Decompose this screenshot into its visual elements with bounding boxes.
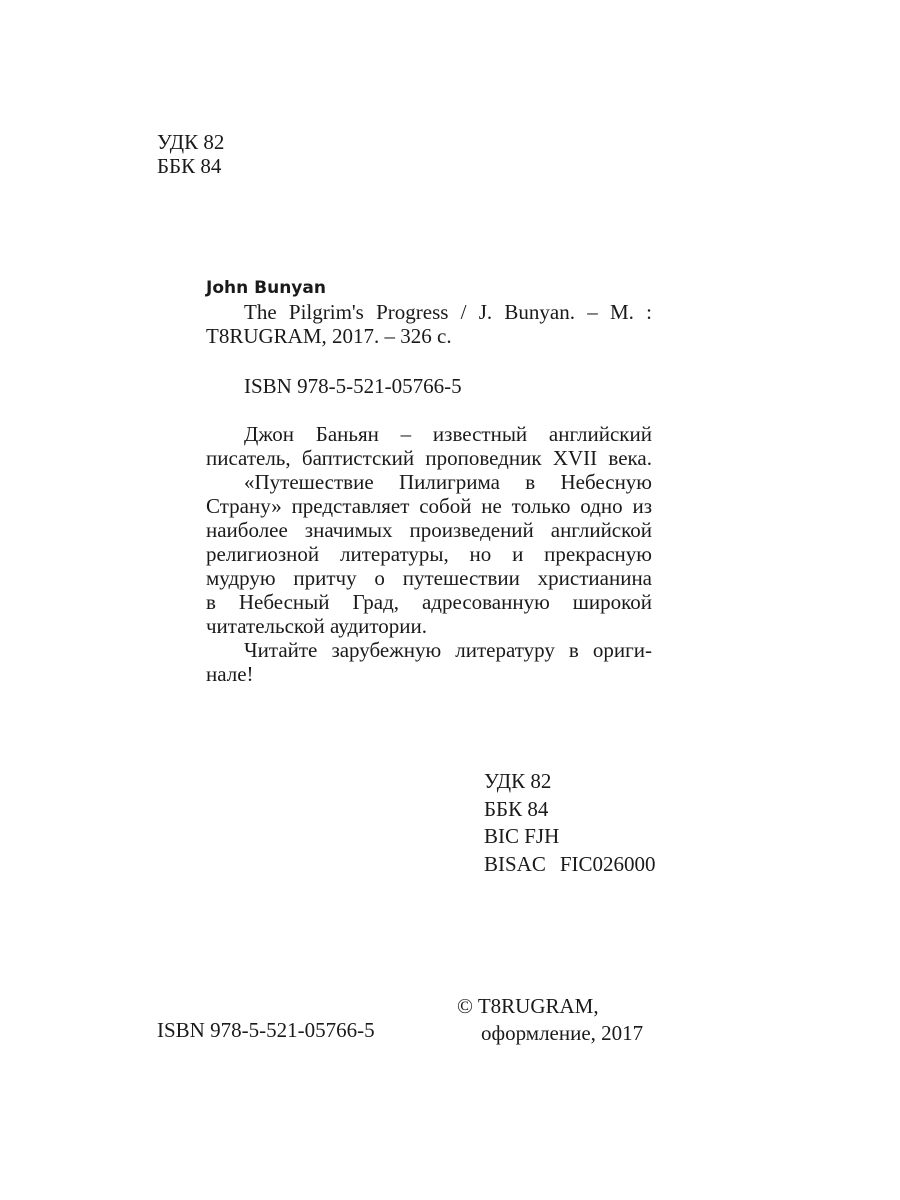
isbn-bottom-text: ISBN 978-5-521-05766-5 (157, 1018, 375, 1042)
bic-code: BIC FJH (484, 824, 560, 848)
annotation-line: Джон Баньян – известный английский (244, 422, 652, 446)
annotation-line: наиболее значимых произведений английской (206, 518, 652, 542)
publisher-line: T8RUGRAM, 2017. – 326 c. (206, 324, 452, 348)
udk-code-right: УДК 82 (484, 769, 552, 793)
isbn-main-text: ISBN 978-5-521-05766-5 (244, 374, 462, 398)
copyright-notice (457, 993, 643, 1047)
annotation (206, 422, 652, 686)
udk-code: УДК 82 (157, 130, 225, 154)
annotation-line: нале! (206, 662, 254, 686)
annotation-line: в Небесный Град, адресованную широкой (206, 590, 652, 614)
isbn-bottom (157, 1018, 375, 1042)
author-name: John Bunyan (206, 278, 326, 298)
annotation-line: религиозной литературы, но и прекрасную (206, 542, 652, 566)
bisac-code: FIC026000 (559, 851, 656, 876)
bbk-code-right: ББК 84 (484, 796, 549, 821)
annotation-line: Читайте зарубежную литературу в ориги- (244, 638, 652, 662)
isbn-main (244, 374, 462, 398)
bisac-row (484, 851, 656, 879)
right-classification-codes (484, 768, 656, 878)
annotation-line: «Путешествие Пилигрима в Небесную (244, 470, 652, 494)
title-line: The Pilgrim's Progress / J. Bunyan. – M. : (244, 300, 652, 324)
top-classification-codes (157, 130, 224, 178)
annotation-line: писатель, баптистский проповедник XVII века. (206, 446, 652, 470)
copyright-line-1: © T8RUGRAM, (457, 994, 599, 1018)
copyright-line-2: оформление, 2017 (481, 1021, 644, 1045)
bibliographic-record (206, 276, 652, 348)
annotation-line: читательской аудитории. (206, 614, 427, 638)
annotation-line: Страну» представляет собой не только одно из (206, 494, 652, 518)
bisac-label: BISAC (484, 851, 546, 876)
annotation-line: мудрую притчу о путешествии христианина (206, 566, 652, 590)
bbk-code: ББК 84 (157, 154, 222, 178)
